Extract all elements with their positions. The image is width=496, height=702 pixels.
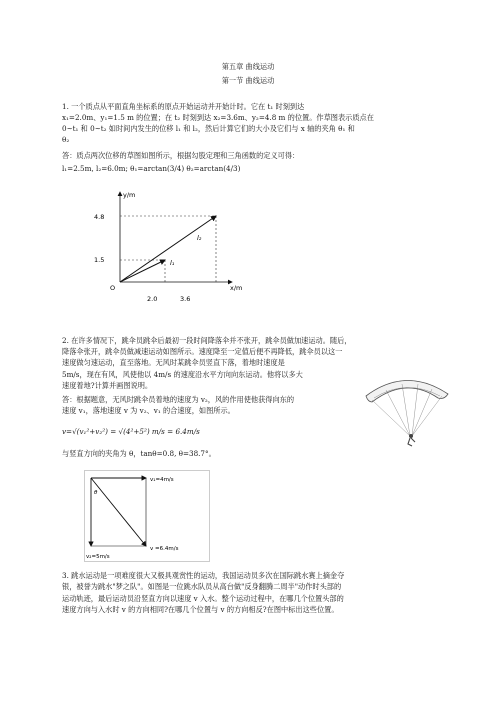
q1-line-4: θ₂ — [62, 135, 70, 144]
q2-line-4: 5m/s，现在有风，风使他以 4m/s 的速度沿水平方向向东运动。他将以多大 — [62, 370, 303, 379]
section-title: 第一节 曲线运动 — [221, 76, 275, 85]
v1-label: v₁=4m/s — [150, 477, 174, 483]
q1-line-1: 1. 一个质点从平面直角坐标系的原点开始运动并开始计时。它在 t₁ 时刻到达 — [62, 102, 305, 111]
x-axis-label: x/m — [230, 284, 243, 292]
v-resultant-arrow — [91, 478, 146, 546]
displacement-l2-arrow — [120, 216, 216, 282]
q1-line-3: 0~t₁ 和 0~t₂ 如时间内发生的位移 l₁ 和 l₂，然后计算它们的大小及它们与 x 轴的夹角 θ₁ 和 — [62, 124, 355, 133]
v2-label: v₂=5m/s — [86, 554, 110, 560]
q1-line-2: x₁=2.0m、y₁=1.5 m 的位置；在 t₂ 时刻到达 x₂=3.6m、y₂=4.8 m 的位置。作草图表示质点在 — [62, 113, 374, 122]
v-label: v =6.4m/s — [150, 546, 179, 552]
q1-displacement-figure — [80, 188, 260, 306]
l1-label: l₁ — [170, 259, 175, 267]
q2-line-5: 速度着地?计算并画图说明。 — [62, 381, 153, 390]
theta-label: θ — [94, 490, 98, 496]
q2-answer-2: 速度 v₁，落地速度 v 为 v₂、v₁ 的合速度，如图所示。 — [62, 406, 235, 415]
q2-formula: v=√(v₁²+v₂²) = √(4²+5²) m/s = 6.4m/s — [62, 427, 200, 436]
q2-angle-line: 与竖直方向的夹角为 θ，tanθ=0.8, θ=38.7°。 — [62, 449, 216, 458]
q2-line-3: 速度做匀速运动，直至落地。无风时某跳伞员竖直下落，着地时速度是 — [62, 358, 285, 367]
q3-line-1: 3. 跳水运动是一项难度很大又极具观赏性的运动，我国运动员多次在国际跳水赛上摘金夺 — [62, 571, 345, 580]
q2-line-2: 降落伞张开，跳伞员做减速运动如图所示。速度降至一定值后便不再降低，跳伞员以这一 — [62, 347, 343, 356]
origin-label: O — [110, 284, 116, 292]
x-tick-3-6: 3.6 — [180, 295, 191, 303]
q1-answer-values: l₁=2.5m, l₂=6.0m; θ₁=arctan(3/4) θ₂=arctan(4/3) — [62, 164, 241, 173]
q3-line-4: 速度方向与入水时 v 的方向相同?在哪几个位置与 v 的方向相反?在图中标出这些位置。 — [62, 605, 339, 614]
l2-label: l₂ — [197, 234, 202, 242]
q1-answer-intro: 答：质点两次位移的草图如图所示，根据勾股定理和三角函数的定义可得： — [62, 151, 300, 160]
paraglider-illustration — [360, 370, 455, 450]
displacement-l1-arrow — [120, 260, 165, 282]
q2-answer-1: 答：根据题意，无风时跳伞员着地的速度为 v₂，风的作用使他获得向东的 — [62, 395, 295, 404]
q3-line-2: 银，被誉为跳水"梦之队"。如图是一位跳水队员从高台做"反身翻腾二周半"动作时头部的 — [62, 582, 342, 591]
q2-line-1: 2. 在许多情况下，跳伞员跳伞后最初一段时间降落伞并不张开，跳伞员做加速运动。随后， — [62, 336, 352, 345]
chapter-title: 第五章 曲线运动 — [221, 62, 275, 71]
q3-line-3: 运动轨迹，最后运动员沿竖直方向以速度 v 入水。整个运动过程中，在哪几个位置头部的 — [62, 594, 344, 603]
q2-velocity-figure — [84, 470, 210, 562]
y-tick-4-8: 4.8 — [94, 213, 105, 221]
y-axis-label: y/m — [123, 191, 136, 199]
y-tick-1-5: 1.5 — [94, 256, 105, 264]
x-tick-2-0: 2.0 — [147, 295, 158, 303]
